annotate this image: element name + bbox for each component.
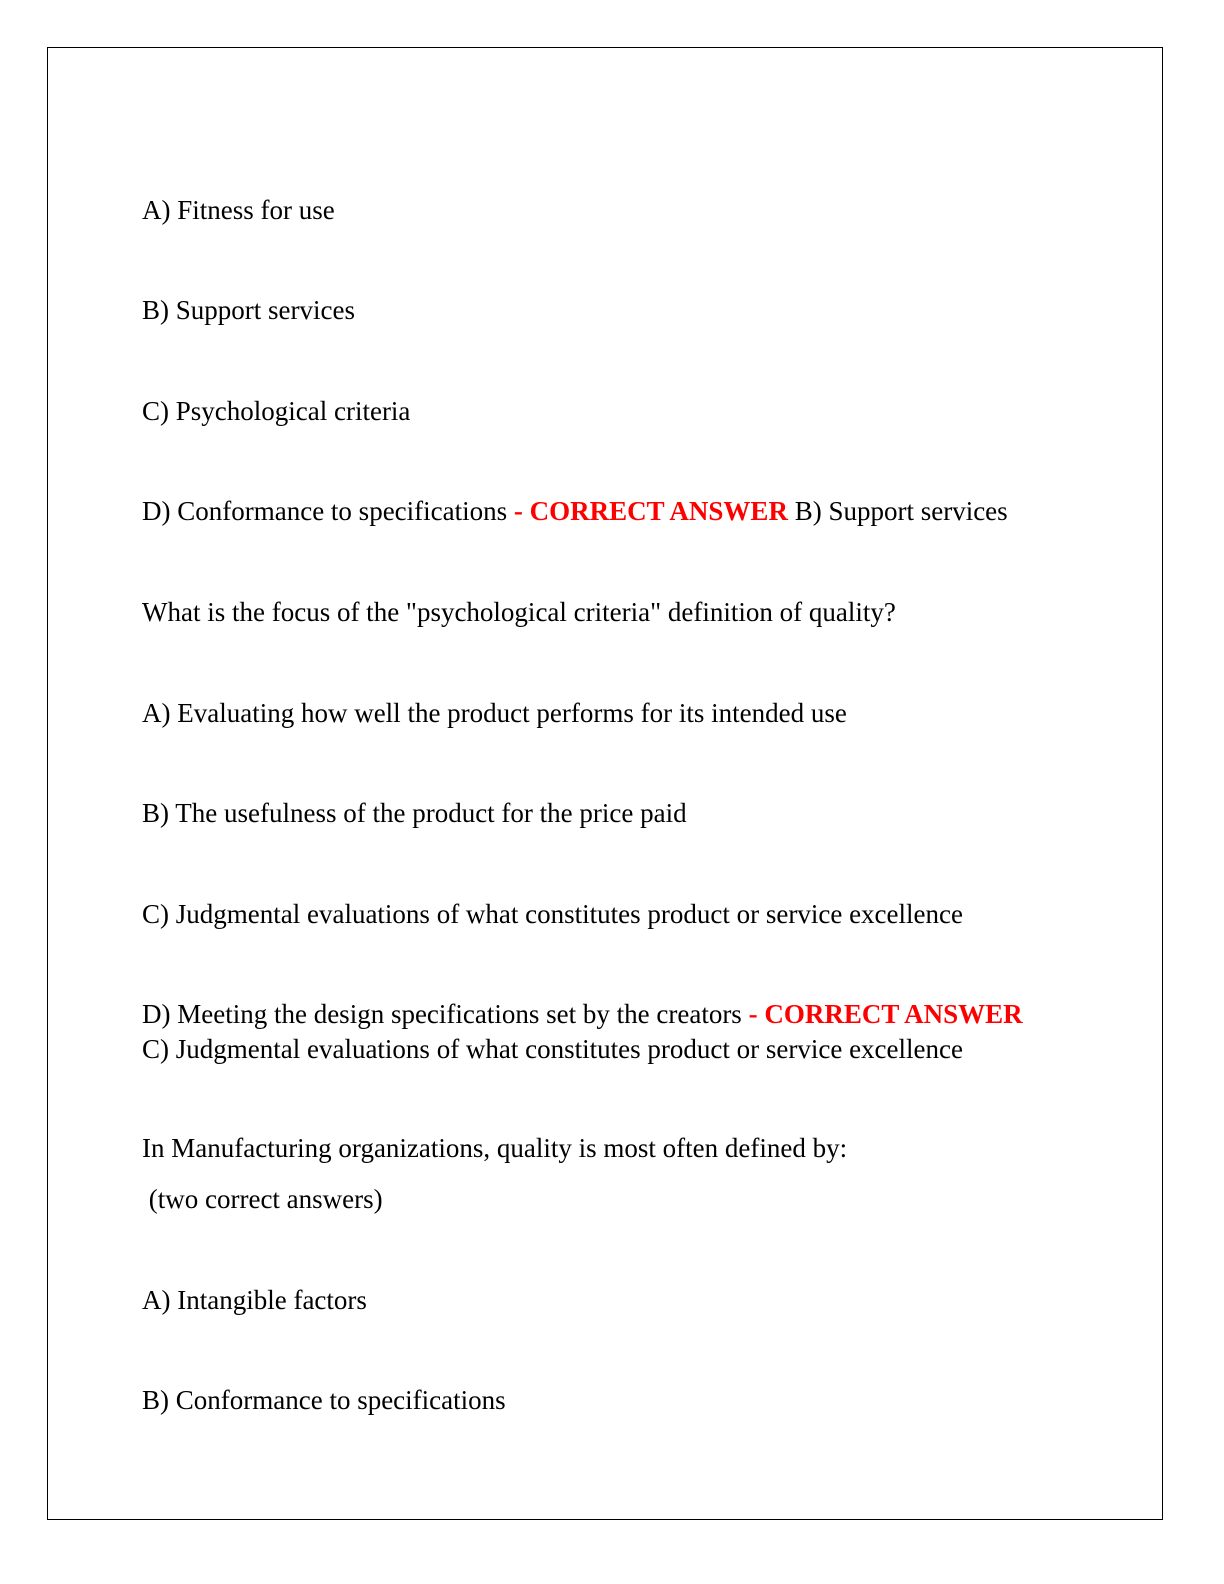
q3-note: (two correct answers) xyxy=(142,1184,383,1214)
q1-option-a: A) Fitness for use xyxy=(142,195,335,225)
q2-option-c: C) Judgmental evaluations of what constitutes product or service excellence xyxy=(142,899,963,929)
q2-option-a: A) Evaluating how well the product performs for its intended use xyxy=(142,698,847,728)
q1-correct-answer-label: - CORRECT ANSWER xyxy=(513,496,788,526)
q1-option-d: D) Conformance to specifications xyxy=(142,496,508,526)
q1-option-c: C) Psychological criteria xyxy=(142,396,411,426)
q2-option-b: B) The usefulness of the product for the price paid xyxy=(142,798,687,828)
q1-answer: B) Support services xyxy=(794,496,1008,526)
q1-option-d-line xyxy=(142,494,1008,528)
q2-answer: C) Judgmental evaluations of what constitutes product or service excellence xyxy=(142,1034,963,1064)
q2-question: What is the focus of the "psychological criteria" definition of quality? xyxy=(142,597,896,627)
q3-option-a: A) Intangible factors xyxy=(142,1285,367,1315)
q1-option-b: B) Support services xyxy=(142,295,355,325)
q3-option-b: B) Conformance to specifications xyxy=(142,1385,506,1415)
q2-correct-answer-label: - CORRECT ANSWER xyxy=(748,999,1023,1029)
q2-option-d: D) Meeting the design specifications set by the creators xyxy=(142,999,742,1029)
q3-question: In Manufacturing organizations, quality is most often defined by: xyxy=(142,1133,848,1163)
q2-option-d-line xyxy=(142,997,1023,1031)
